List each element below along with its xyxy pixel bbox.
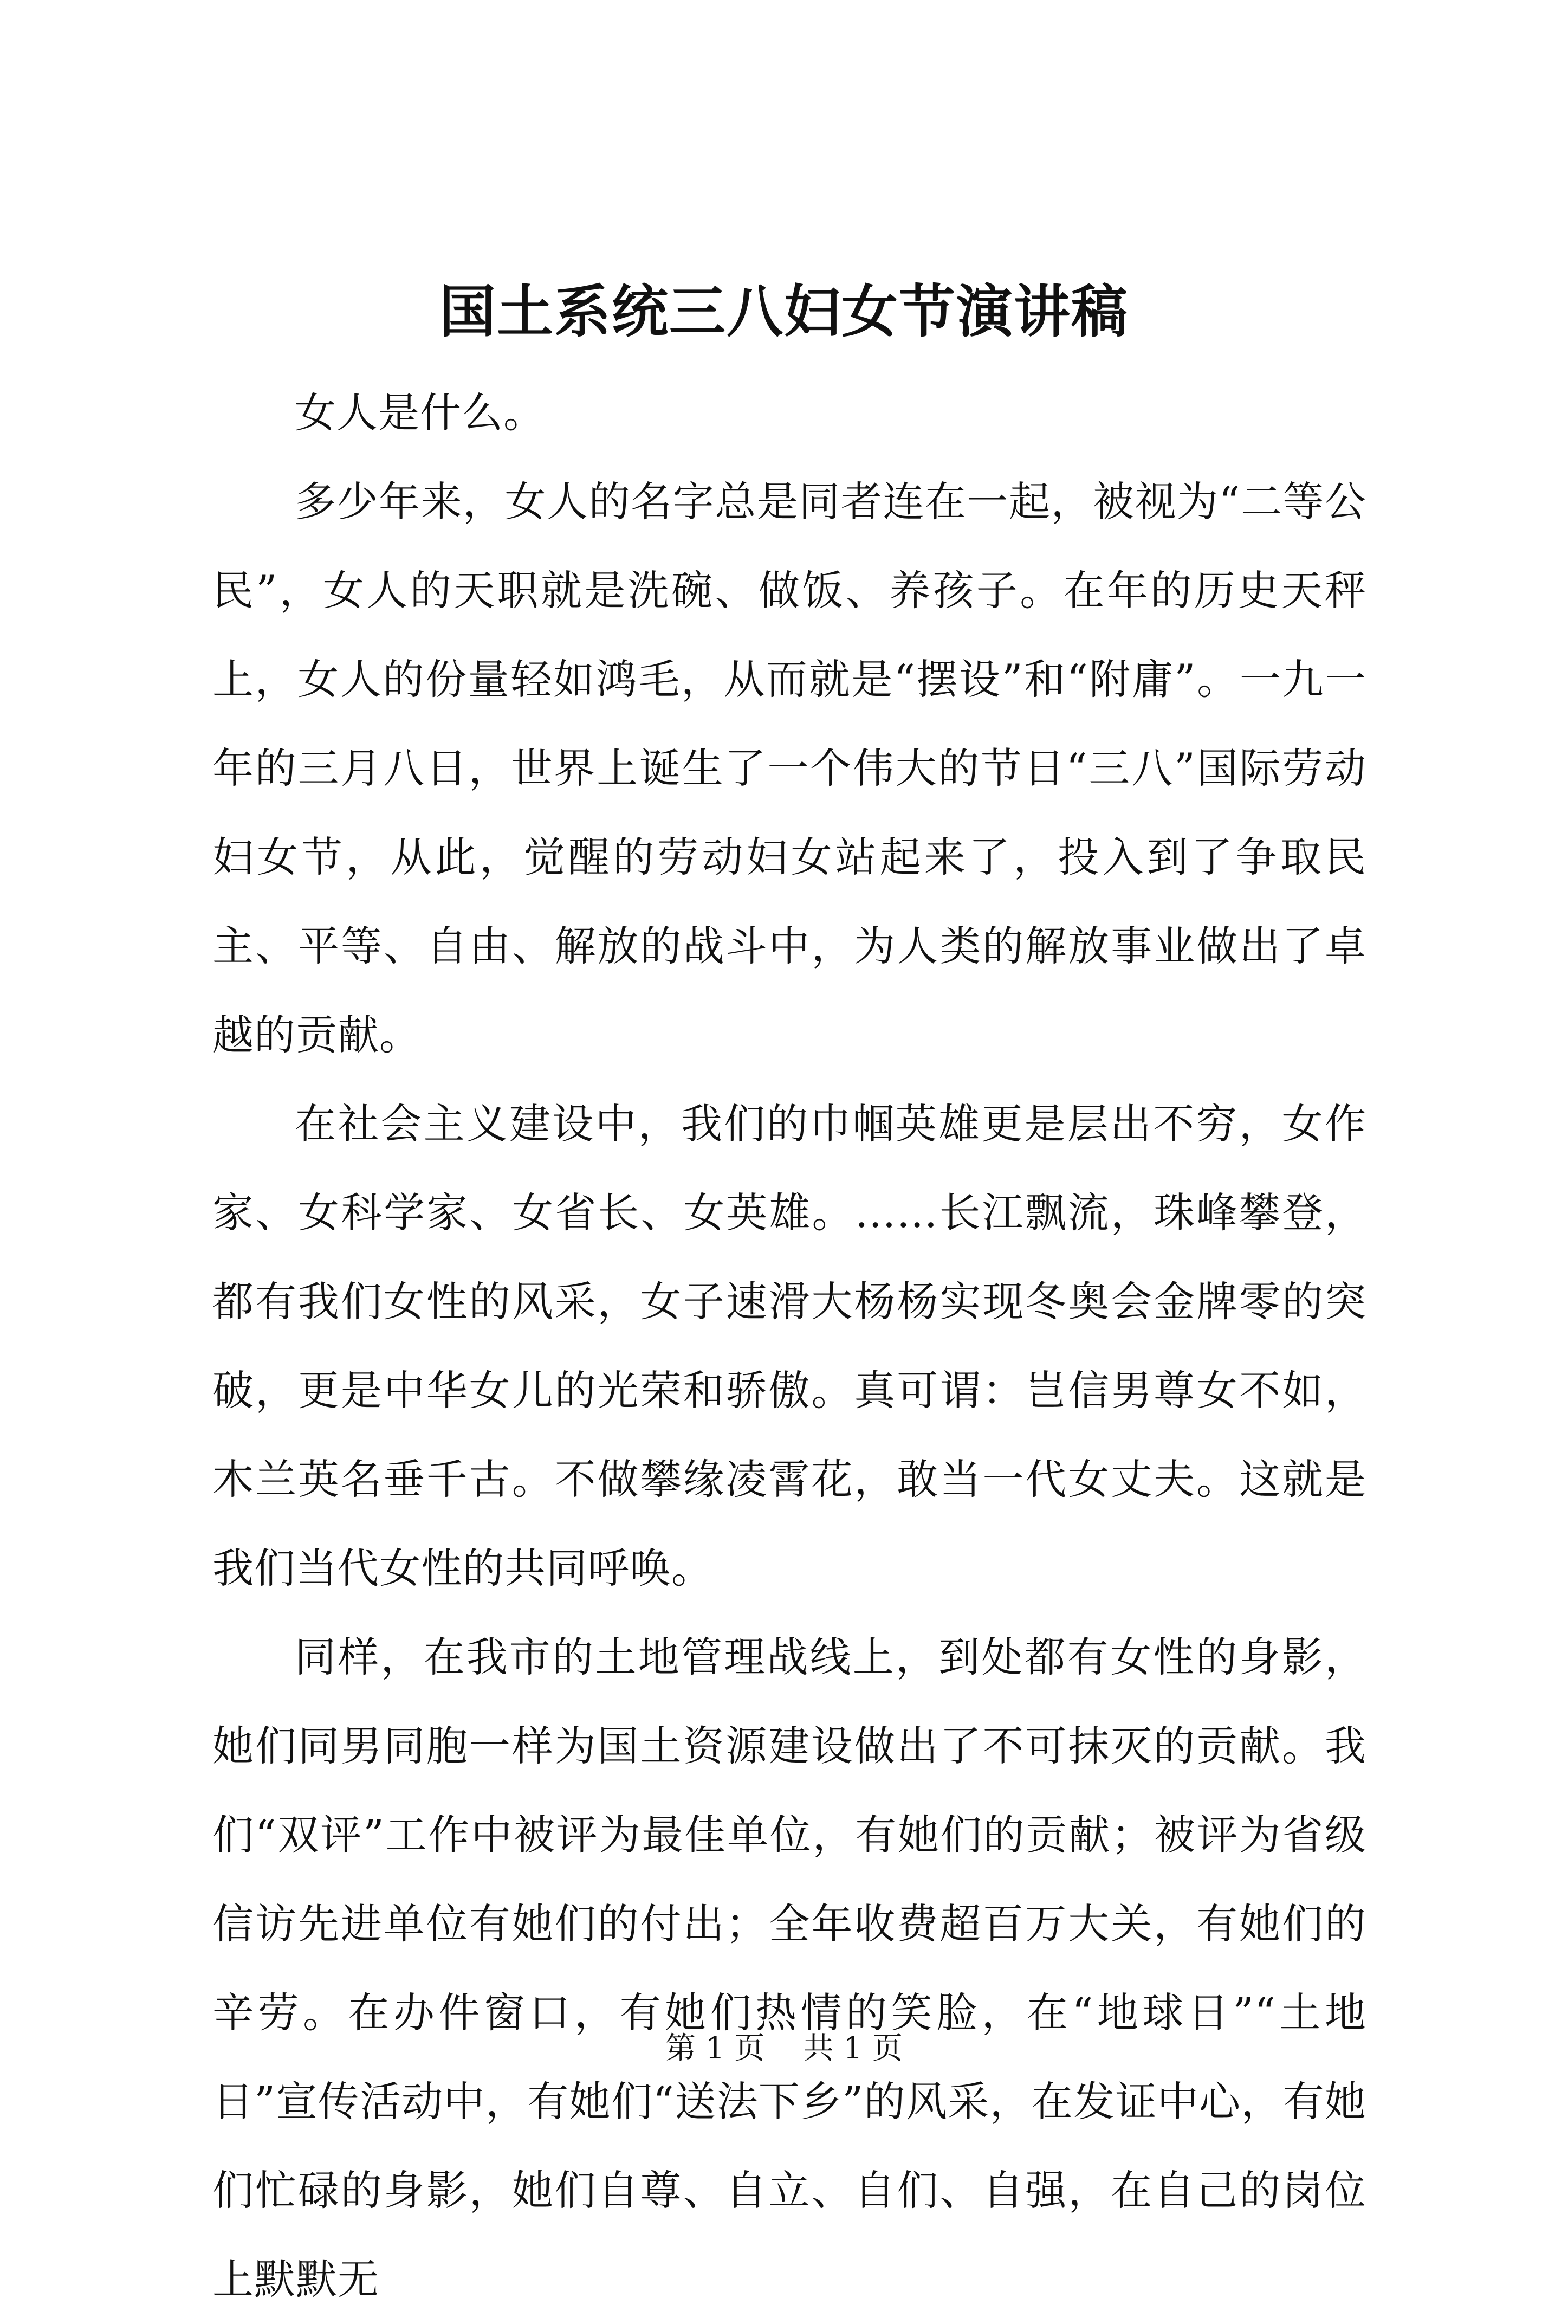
page-total: 共 1 页 [803, 2031, 903, 2066]
page-footer [0, 2027, 1568, 2070]
paragraph-1: 女人是什么。 [295, 389, 545, 437]
page-number: 第 1 页 [665, 2031, 765, 2066]
paragraph-2: 多少年来，女人的名字总是同者连在一起，被视为“二等公民”，女人的天职就是洗碗、做饭、养孩子。在年的历史天秤上，女人的份量轻如鸿毛，从而就是“摆设”和“附庸”。一九一年的三月八日，世界上诞生了一个伟大的节日“三八”国际劳动妇女节，从此，觉醒的劳动妇女站起来了，投入到了争取民主、平等、自由、解放的战斗中，为人类的解放事业做出了卓越的贡献。 [212, 477, 1366, 1059]
paragraph-3: 在社会主义建设中，我们的巾帼英雄更是层出不穷，女作家、女科学家、女省长、女英雄。……长江飘流，珠峰攀登，都有我们女性的风采，女子速滑大杨杨实现冬奥会金牌零的突破，更是中华女儿的光荣和骄傲。真可谓：岂信男尊女不如，木兰英名垂千古。不做攀缘凌霄花，敢当一代女丈夫。这就是我们当代女性的共同呼唤。 [212, 1100, 1366, 1592]
document-title: 国土系统三八妇女节演讲稿 [439, 278, 1129, 345]
paragraph-4: 同样，在我市的土地管理战线上，到处都有女性的身影，她们同男同胞一样为国土资源建设做出了不可抹灭的贡献。我们“双评”工作中被评为最佳单位，有她们的贡献；被评为省级信访先进单位有她们的付出；全年收费超百万大关，有她们的辛劳。在办件窗口，有她们热情的笑脸，在“地球日”“土地日”宣传活动中，有她们“送法下乡”的风采，在发证中心，有她们忙碌的身影，她们自尊、自立、自们、自强，在自己的岗位上默默无 [212, 1633, 1366, 2303]
